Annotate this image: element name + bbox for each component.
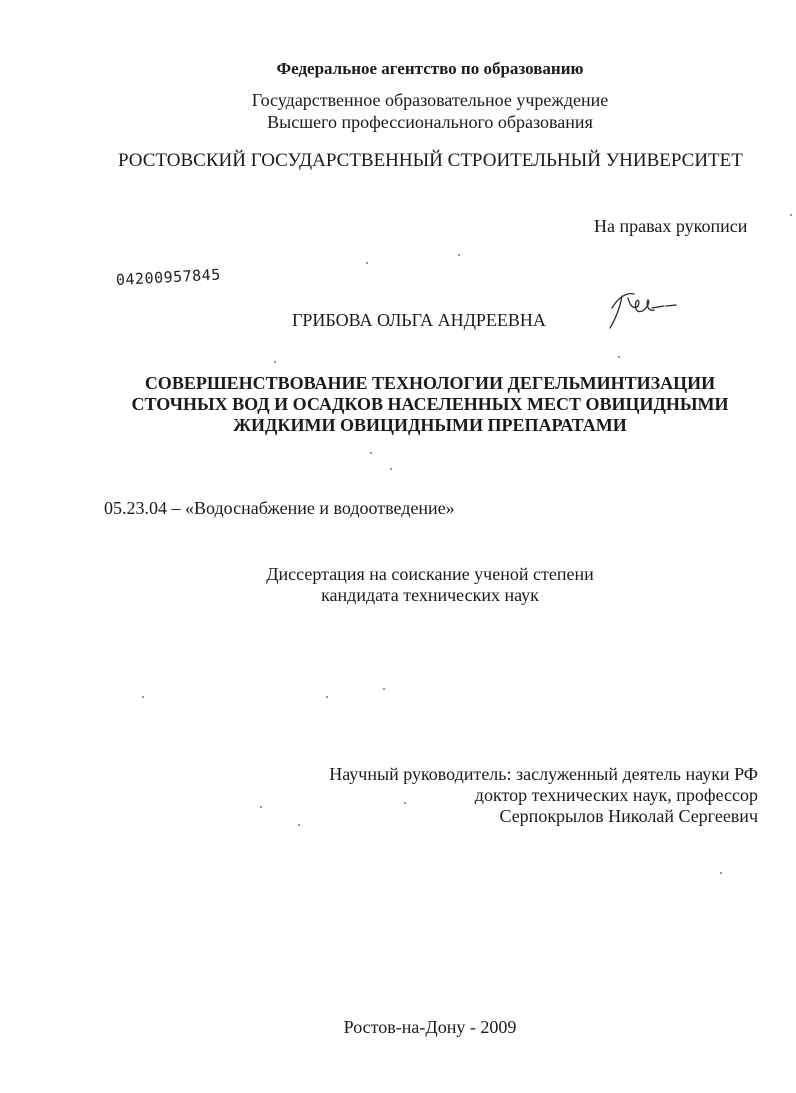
scan-speck (404, 802, 406, 804)
scan-speck (326, 696, 328, 698)
supervisor-line-2: доктор технических наук, профессор (474, 785, 758, 805)
author-name: ГРИБОВА ОЛЬГА АНДРЕЕВНА (292, 310, 546, 330)
city-year: Ростов-на-Дону - 2009 (343, 1017, 517, 1037)
scan-speck (618, 356, 620, 358)
university-name: РОСТОВСКИЙ ГОСУДАРСТВЕННЫЙ СТРОИТЕЛЬНЫЙ УНИВЕРСИТЕТ (118, 150, 743, 171)
scan-speck (260, 806, 262, 808)
institution-line-2: Высшего профессионального образования (267, 112, 593, 132)
scan-speck (720, 872, 722, 874)
scan-speck (274, 361, 276, 363)
degree-line-2: кандидата технических наук (321, 585, 539, 605)
scan-speck (370, 452, 372, 454)
scan-speck (298, 824, 300, 826)
supervisor-line-3: Серпокрылов Николай Сергеевич (499, 806, 758, 826)
scan-speck (790, 214, 792, 216)
signature-mark (608, 288, 680, 334)
scan-speck (366, 262, 368, 264)
degree-line-1: Диссертация на соискание ученой степени (266, 564, 594, 584)
manuscript-note: На правах рукописи (594, 216, 748, 236)
scan-speck (458, 254, 460, 256)
dissertation-title-line-2: СТОЧНЫХ ВОД И ОСАДКОВ НАСЕЛЕННЫХ МЕСТ ОВИЦИДНЫМИ (131, 394, 729, 414)
dissertation-title-line-3: ЖИДКИМИ ОВИЦИДНЫМИ ПРЕПАРАТАМИ (233, 415, 627, 435)
institution-line-1: Государственное образовательное учреждение (251, 90, 609, 110)
archive-number-stamp: 04200957845 (115, 265, 222, 289)
scan-speck (142, 696, 144, 698)
scan-speck (390, 468, 392, 470)
supervisor-line-1: Научный руководитель: заслуженный деятель науки РФ (329, 764, 758, 784)
dissertation-title-line-1: СОВЕРШЕНСТВОВАНИЕ ТЕХНОЛОГИИ ДЕГЕЛЬМИНТИЗАЦИИ (144, 373, 716, 393)
scan-speck (383, 688, 385, 690)
specialty-code: 05.23.04 – «Водоснабжение и водоотведение» (104, 498, 455, 518)
agency-heading: Федеральное агентство по образованию (276, 59, 584, 78)
